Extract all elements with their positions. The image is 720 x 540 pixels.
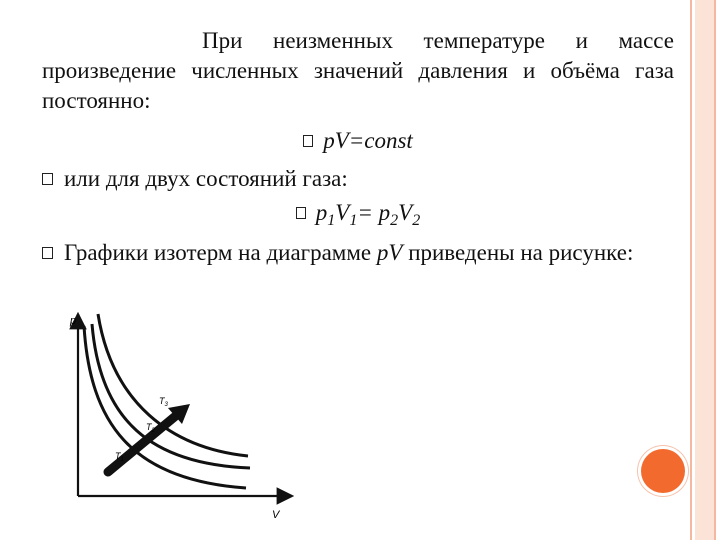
curve-label-t3: $T_3$ [159, 396, 168, 408]
y-axis-label: p [70, 315, 77, 327]
curve-label-t2: $T_2$ [146, 422, 155, 434]
paragraph-intro-text: При неизменных температуре и массе произведение численных значений давления и объёма газа постоянно: [42, 28, 674, 113]
isotherm-curve-t2 [92, 324, 250, 468]
bullet-icon [42, 173, 53, 185]
paragraph-intro [42, 26, 674, 116]
formula-p1v1-p2v2: $p_1V_1= p_2V_2$ [42, 200, 674, 226]
orange-circle-decoration [641, 449, 685, 493]
bullet-icon [296, 207, 306, 219]
formula-pv-const [42, 128, 674, 154]
formula-pv-text: pV=const [323, 128, 413, 153]
bullet-icon [42, 247, 53, 259]
curve-label-t1: $T_1$ [115, 451, 124, 463]
bullet-two-states: или для двух состояний газа: [64, 166, 348, 191]
temperature-arrow [108, 414, 178, 472]
decor-stripe-left [690, 0, 692, 540]
decor-stripe-band [695, 0, 714, 540]
isotherm-diagram [60, 302, 310, 527]
bullet-isotherm-graphs: Графики изотерм на диаграмме pV приведены на рисунке: [64, 240, 634, 265]
decor-stripe-right [714, 0, 716, 540]
bullet-icon [303, 135, 313, 147]
x-axis-label: V [272, 509, 280, 521]
